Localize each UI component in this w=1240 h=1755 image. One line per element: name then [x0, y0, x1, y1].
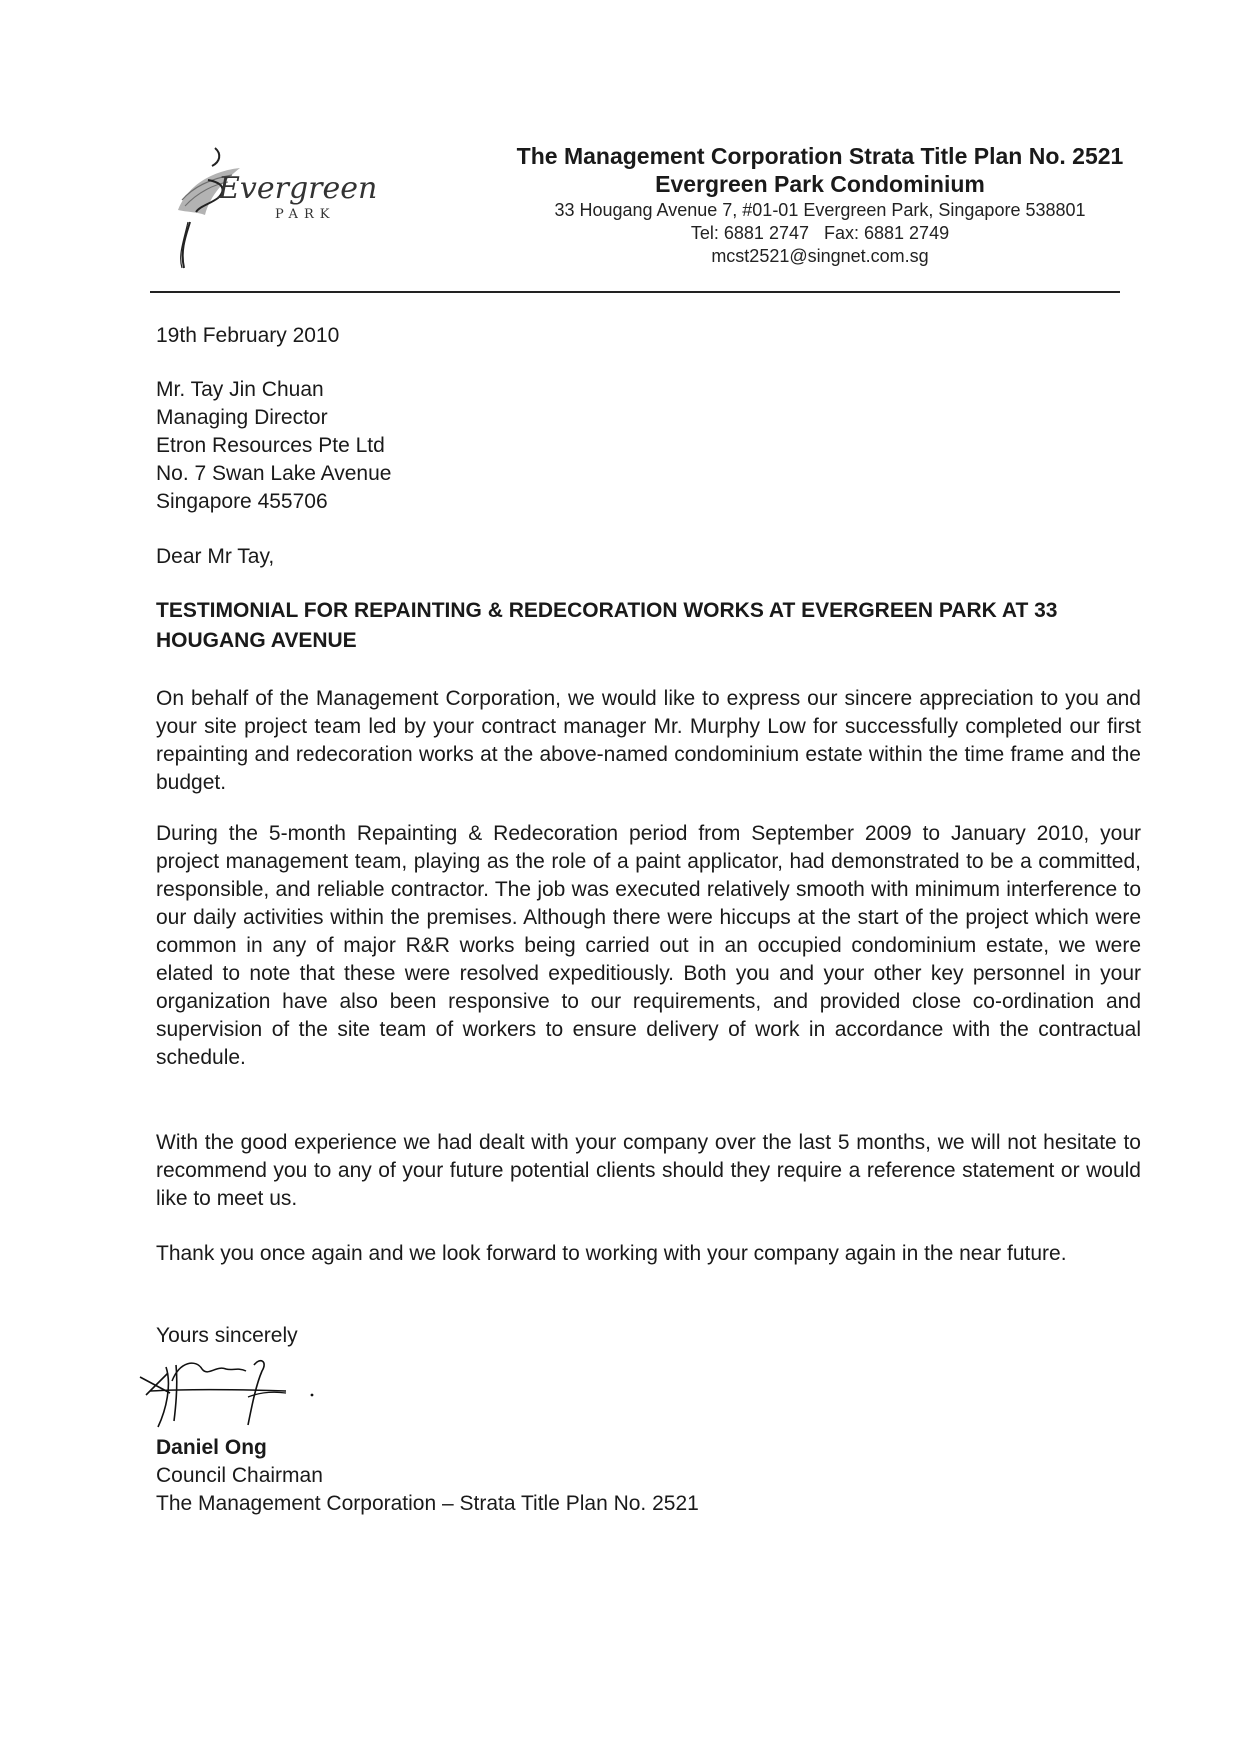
evergreen-logo-icon: [160, 140, 400, 275]
signer-organization: The Management Corporation – Strata Title Plan No. 2521: [156, 1492, 699, 1515]
letterhead-contact: Tel: 6881 2747 Fax: 6881 2749: [690, 223, 950, 243]
recipient-city: Singapore 455706: [156, 490, 328, 513]
letterhead-address: 33 Hougang Avenue 7, #01-01 Evergreen Park, Singapore 538801: [554, 200, 1086, 220]
letterhead-name: Evergreen Park Condominium: [655, 171, 985, 197]
recipient-company: Etron Resources Pte Ltd: [156, 434, 385, 457]
letter-subject: TESTIMONIAL FOR REPAINTING & REDECORATION WORKS AT EVERGREEN PARK AT 33 HOUGANG AVENUE: [156, 599, 1058, 652]
letterhead-divider: [150, 291, 1120, 293]
recipient-address: [156, 376, 391, 516]
recipient-title: Managing Director: [156, 406, 328, 429]
letterhead-email: mcst2521@singnet.com.sg: [711, 246, 929, 266]
body-paragraph-1: On behalf of the Management Corporation, we would like to express our sincere appreciation to you and your site project team led by your contract manager Mr. Murphy Low for successfully completed our first repainting and redecoration works at the above-named condominium estate within the time frame and the budget.: [156, 687, 1141, 794]
svg-text:PARK: PARK: [275, 207, 336, 222]
closing: Yours sincerely: [156, 1324, 298, 1347]
recipient-street: No. 7 Swan Lake Avenue: [156, 462, 392, 485]
salutation: Dear Mr Tay,: [156, 545, 275, 568]
body-paragraph-3: With the good experience we had dealt with your company over the last 5 months, we will not hesitate to recommend you to any of your future potential clients should they require a reference statement or would like to meet us.: [156, 1131, 1141, 1210]
svg-text:Evergreen: Evergreen: [218, 171, 378, 206]
letterhead: [440, 142, 1200, 268]
body-paragraph-2: During the 5-month Repainting & Redecoration period from September 2009 to January 2010, your project management team, playing as the role of a paint applicator, had demonstrated to be a committed, responsible, and reliable contractor. The job was executed relatively smooth with minimum interference to our daily activities within the premises. Although there were hiccups at the start of the project which were common in any of major R&R works being carried out in an occupied condominium estate, we were elated to note that these were resolved expeditiously. Both you and your other key personnel in your organization have also been responsive to our requirements, and provided close co-ordination and supervision of the site team of workers to ensure delivery of work in accordance with the contractual schedule.: [156, 822, 1141, 1069]
letterhead-organization: The Management Corporation Strata Title Plan No. 2521: [516, 143, 1124, 169]
recipient-name: Mr. Tay Jin Chuan: [156, 378, 324, 401]
handwritten-signature: [136, 1355, 336, 1435]
body-paragraph-4: Thank you once again and we look forward to working with your company again in the near future.: [156, 1242, 1067, 1265]
letter-date: 19th February 2010: [156, 324, 340, 347]
signer-name: Daniel Ong: [156, 1436, 267, 1459]
signature-icon: [136, 1355, 336, 1435]
evergreen-park-logo: [160, 140, 400, 275]
signer-title: Council Chairman: [156, 1464, 323, 1487]
